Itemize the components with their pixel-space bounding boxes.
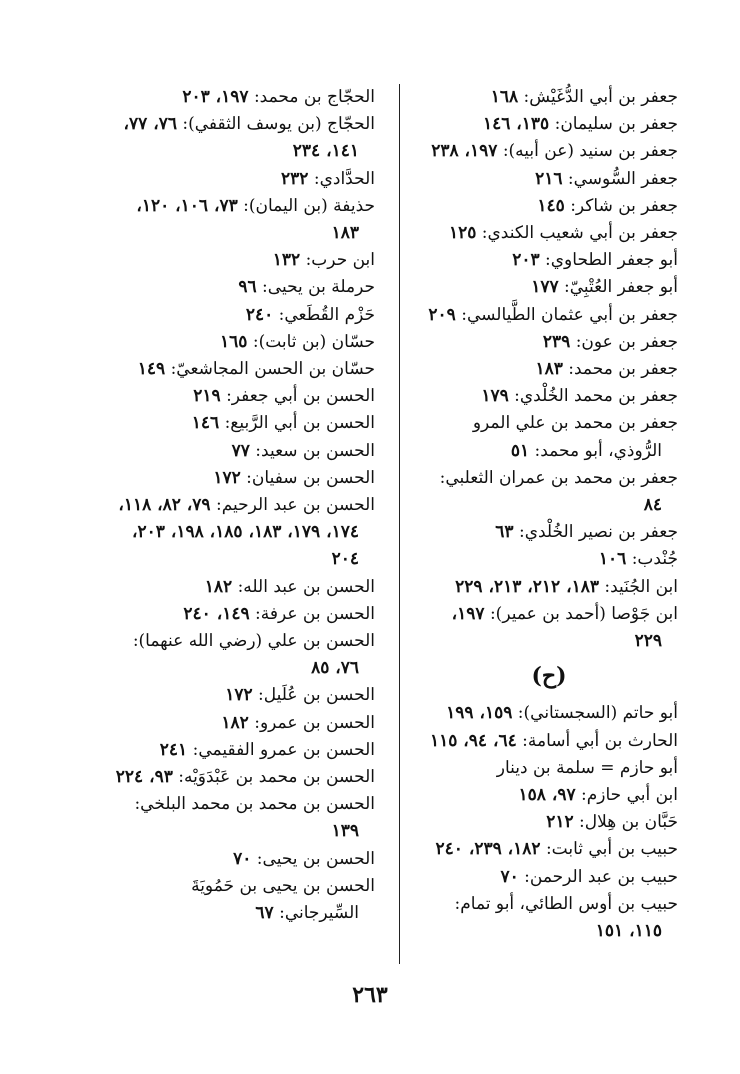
index-entry [420, 84, 678, 111]
index-entry [110, 302, 375, 329]
entry-pages: ١٨٢ [221, 712, 249, 733]
entry-name: أبو حازم = سلمة بن دينار [496, 757, 678, 778]
entry-pages: ٩٧، ١٥٨ [518, 785, 576, 806]
entry-pages: ١٦٥ [220, 331, 248, 352]
entry-pages: ١٣٢ [272, 250, 301, 271]
index-entry [110, 111, 375, 165]
entry-name: حَزْم القُطَعي: [278, 304, 375, 325]
entry-name: ابن أبي حازم: [581, 785, 678, 806]
index-entry [110, 193, 375, 247]
index-entry [420, 138, 678, 165]
entry-pages: ٢١٩ [193, 386, 221, 407]
index-entry [420, 782, 678, 809]
entry-name: حبيب بن عبد الرحمن: [524, 866, 678, 887]
index-entry [420, 410, 678, 464]
entry-pages: ١٧٢ [225, 685, 253, 706]
index-entry [110, 764, 375, 791]
entry-list-jim [420, 84, 678, 655]
index-entry [110, 737, 375, 764]
entry-pages: ١٧٩ [481, 386, 509, 407]
entry-pages: ٢٤١ [159, 739, 188, 760]
entry-name: حبيب بن أوس الطائي، أبو تمام: [454, 893, 678, 914]
index-entry [110, 329, 375, 356]
entry-name: حبيب بن أبي ثابت: [545, 839, 678, 860]
index-entry [420, 546, 678, 573]
index-entry [110, 492, 375, 574]
entry-name: جعفر السُّوسي: [567, 168, 678, 189]
index-entry [420, 700, 678, 727]
index-entry [420, 247, 678, 274]
index-entry [110, 601, 375, 628]
index-entry [110, 383, 375, 410]
entry-pages: ٦٣ [495, 522, 514, 543]
entry-name: الحجّاج (بن يوسف الثقفي): [182, 114, 375, 135]
entry-pages: ١٨٢، ٢٣٩، ٢٤٠ [435, 839, 541, 860]
entry-name: الحسن بن يحيى بن حَمُويَةَ السِّيرجاني: [191, 875, 375, 924]
entry-name: ابن حرب: [305, 250, 375, 271]
index-entry [420, 519, 678, 546]
index-entry [420, 864, 678, 891]
entry-pages: ٩٦ [238, 277, 257, 298]
index-entry [420, 755, 678, 782]
index-entry [110, 247, 375, 274]
entry-pages: ١٧٢ [213, 467, 241, 488]
entry-name: جعفر بن محمد الخُلْدي: [514, 386, 678, 407]
entry-name: جعفر بن محمد بن علي المرو الرُّوذي، أبو محمد: [472, 413, 678, 461]
entry-pages: ٢١٦ [535, 168, 563, 189]
entry-name: جعفر بن سنيد (عن أبيه): [502, 141, 678, 162]
entry-pages: ١٣٥، ١٤٦ [482, 114, 550, 135]
index-entry [420, 891, 678, 945]
entry-name: الحسن بن عُلَيل: [258, 685, 375, 706]
index-entry [420, 329, 678, 356]
entry-name: جعفر بن أبي الدُّغَيْش: [523, 87, 678, 107]
entry-name: الحسن بن علي (رضي الله عنهما): [132, 631, 375, 652]
entry-pages: ١٢٥ [448, 223, 477, 244]
entry-pages: ١٧٧ [531, 277, 559, 298]
entry-pages: ٧٦، ٧٧، ١٤١، ٢٣٤ [123, 114, 359, 162]
entry-name: أبو جعفر الطحاوي: [545, 250, 678, 271]
entry-pages: ٦٧ [255, 903, 274, 924]
entry-pages: ٢٠٩ [428, 304, 456, 325]
entry-name: جعفر بن نصير الخُلْدي: [518, 522, 678, 543]
entry-pages: ١٩٧، ٢٣٨ [431, 141, 498, 162]
entry-name: الحسن بن سفيان: [246, 467, 375, 488]
index-entry [110, 356, 375, 383]
entry-name: ابن جَوْصا (أحمد بن عمير): [489, 603, 678, 624]
entry-name: حسّان (بن ثابت): [252, 331, 375, 352]
index-entry [420, 383, 678, 410]
index-entry [110, 84, 375, 111]
right-column [420, 84, 678, 945]
index-entry [420, 193, 678, 220]
entry-pages: ٩٣، ٢٢٤ [115, 767, 173, 788]
entry-pages: ٢٤٠ [245, 304, 274, 325]
index-entry [110, 873, 375, 927]
entry-name: أبو حاتم (السجستاني): [517, 703, 678, 724]
index-entry [420, 836, 678, 863]
index-entry [420, 111, 678, 138]
entry-name: الحدَّادي: [313, 168, 375, 189]
entry-name: الحسن بن محمد بن عَبْدَوَيْه: [178, 767, 375, 788]
entry-name: جعفر بن عون: [575, 331, 678, 352]
entry-pages: ٢١٢ [546, 812, 574, 833]
entry-pages: ١٩٧، ٢٠٣ [182, 87, 249, 107]
entry-pages: ٧٠ [233, 848, 252, 869]
entry-pages: ١٨٣، ٢١٢، ٢١٣، ٢٢٩ [455, 576, 599, 597]
entry-pages: ٦٤، ٩٤، ١١٥ [429, 730, 517, 751]
index-entry [420, 302, 678, 329]
entry-name: جعفر بن سليمان: [554, 114, 678, 135]
entry-name: أبو جعفر العُتْبِيّ: [564, 277, 678, 298]
index-entry [420, 274, 678, 301]
index-entry [420, 728, 678, 755]
entry-name: الحسن بن عرفة: [255, 603, 375, 624]
index-entry [110, 628, 375, 682]
entry-pages: ١٥٩، ١٩٩ [446, 703, 513, 724]
entry-pages: ٧٣، ١٠٦، ١٢٠، ١٨٣ [136, 195, 359, 244]
entry-pages: ١٩٧، ٢٢٩ [451, 603, 662, 652]
entry-list-hasan [110, 84, 375, 927]
entry-name: الحسن بن أبي الرَّبيع: [224, 413, 375, 434]
entry-pages: ٨٤ [643, 495, 662, 516]
entry-name: الحسن بن أبي جعفر: [226, 386, 375, 407]
index-entry [110, 438, 375, 465]
index-entry [110, 166, 375, 193]
entry-name: جعفر بن محمد بن عمران الثعلبي: [439, 467, 678, 488]
entry-name: حذيفة (بن اليمان): [243, 195, 375, 216]
index-entry [420, 601, 678, 655]
entry-pages: ١٨٢ [204, 576, 233, 597]
entry-name: جعفر بن أبي شعيب الكندي: [481, 223, 678, 244]
entry-name: الحسن بن عبد الله: [237, 576, 375, 597]
entry-pages: ٥١ [510, 440, 530, 461]
entry-name: حَبَّان بن هِلال: [579, 812, 678, 833]
entry-pages: ٢٣٢ [281, 168, 309, 189]
entry-pages: ٧٧ [231, 440, 250, 461]
index-entry [110, 410, 375, 437]
entry-name: حسّان بن الحسن المجاشعيّ: [170, 359, 375, 380]
page-number: ٢٦٣ [352, 982, 388, 1008]
index-entry [110, 465, 375, 492]
entry-name: حرملة بن يحيى: [262, 277, 375, 298]
left-column [110, 84, 375, 927]
index-entry [110, 710, 375, 737]
entry-name: الحسن بن عبد الرحيم: [215, 495, 375, 516]
entry-name: جعفر بن أبي عثمان الطَّيالسي: [461, 304, 678, 325]
section-heading-ha: (ح) [531, 663, 567, 690]
column-divider [399, 84, 400, 964]
entry-pages: ٧٩، ٨٢، ١١٨، ١٧٤، ١٧٩، ١٨٣، ١٨٥، ١٩٨، ٢٠٣، ٢٠٤ [118, 495, 359, 570]
entry-name: جعفر بن محمد: [568, 359, 678, 380]
index-entry [110, 274, 375, 301]
entry-name: جعفر بن شاكر: [570, 195, 678, 216]
entry-pages: ١٤٥ [537, 195, 565, 216]
index-entry [110, 791, 375, 845]
index-entry [110, 574, 375, 601]
entry-pages: ١٦٨ [490, 87, 519, 107]
entry-name: الحارث بن أبي أسامة: [522, 730, 678, 751]
entry-name: الحسن بن عمرو الفقيمي: [192, 739, 375, 760]
index-entry [420, 465, 678, 519]
entry-name: الحسن بن عمرو: [254, 712, 375, 733]
index-entry [420, 809, 678, 836]
entry-name: جُنْدب: [631, 549, 678, 570]
entry-pages: ١٤٩، ٢٤٠ [183, 603, 250, 624]
entry-pages: ٧٠ [500, 866, 519, 887]
entry-pages: ١٨٣ [535, 359, 563, 380]
entry-pages: ١٣٩ [331, 821, 359, 842]
entry-name: الحسن بن سعيد: [255, 440, 375, 461]
index-entry [420, 356, 678, 383]
index-entry [110, 846, 375, 873]
entry-pages: ٢٠٣ [512, 250, 540, 271]
entry-pages: ٧٦، ٨٥ [311, 658, 359, 679]
entry-name: الحسن بن محمد بن محمد البلخي: [134, 794, 375, 815]
index-entry [420, 166, 678, 193]
entry-list-ha [420, 700, 678, 945]
entry-pages: ٢٣٩ [542, 331, 571, 352]
entry-name: الحسن بن يحيى: [256, 848, 375, 869]
entry-name: ابن الجُنَيد: [604, 576, 678, 597]
index-entry [110, 682, 375, 709]
index-entry [420, 574, 678, 601]
entry-name: الحجّاج بن محمد: [253, 87, 375, 107]
entry-pages: ١٠٦ [598, 549, 627, 570]
entry-pages: ١٤٦ [191, 413, 220, 434]
entry-pages: ١٤٩ [137, 359, 166, 380]
index-entry [420, 220, 678, 247]
entry-pages: ١١٥، ١٥١ [595, 921, 662, 942]
